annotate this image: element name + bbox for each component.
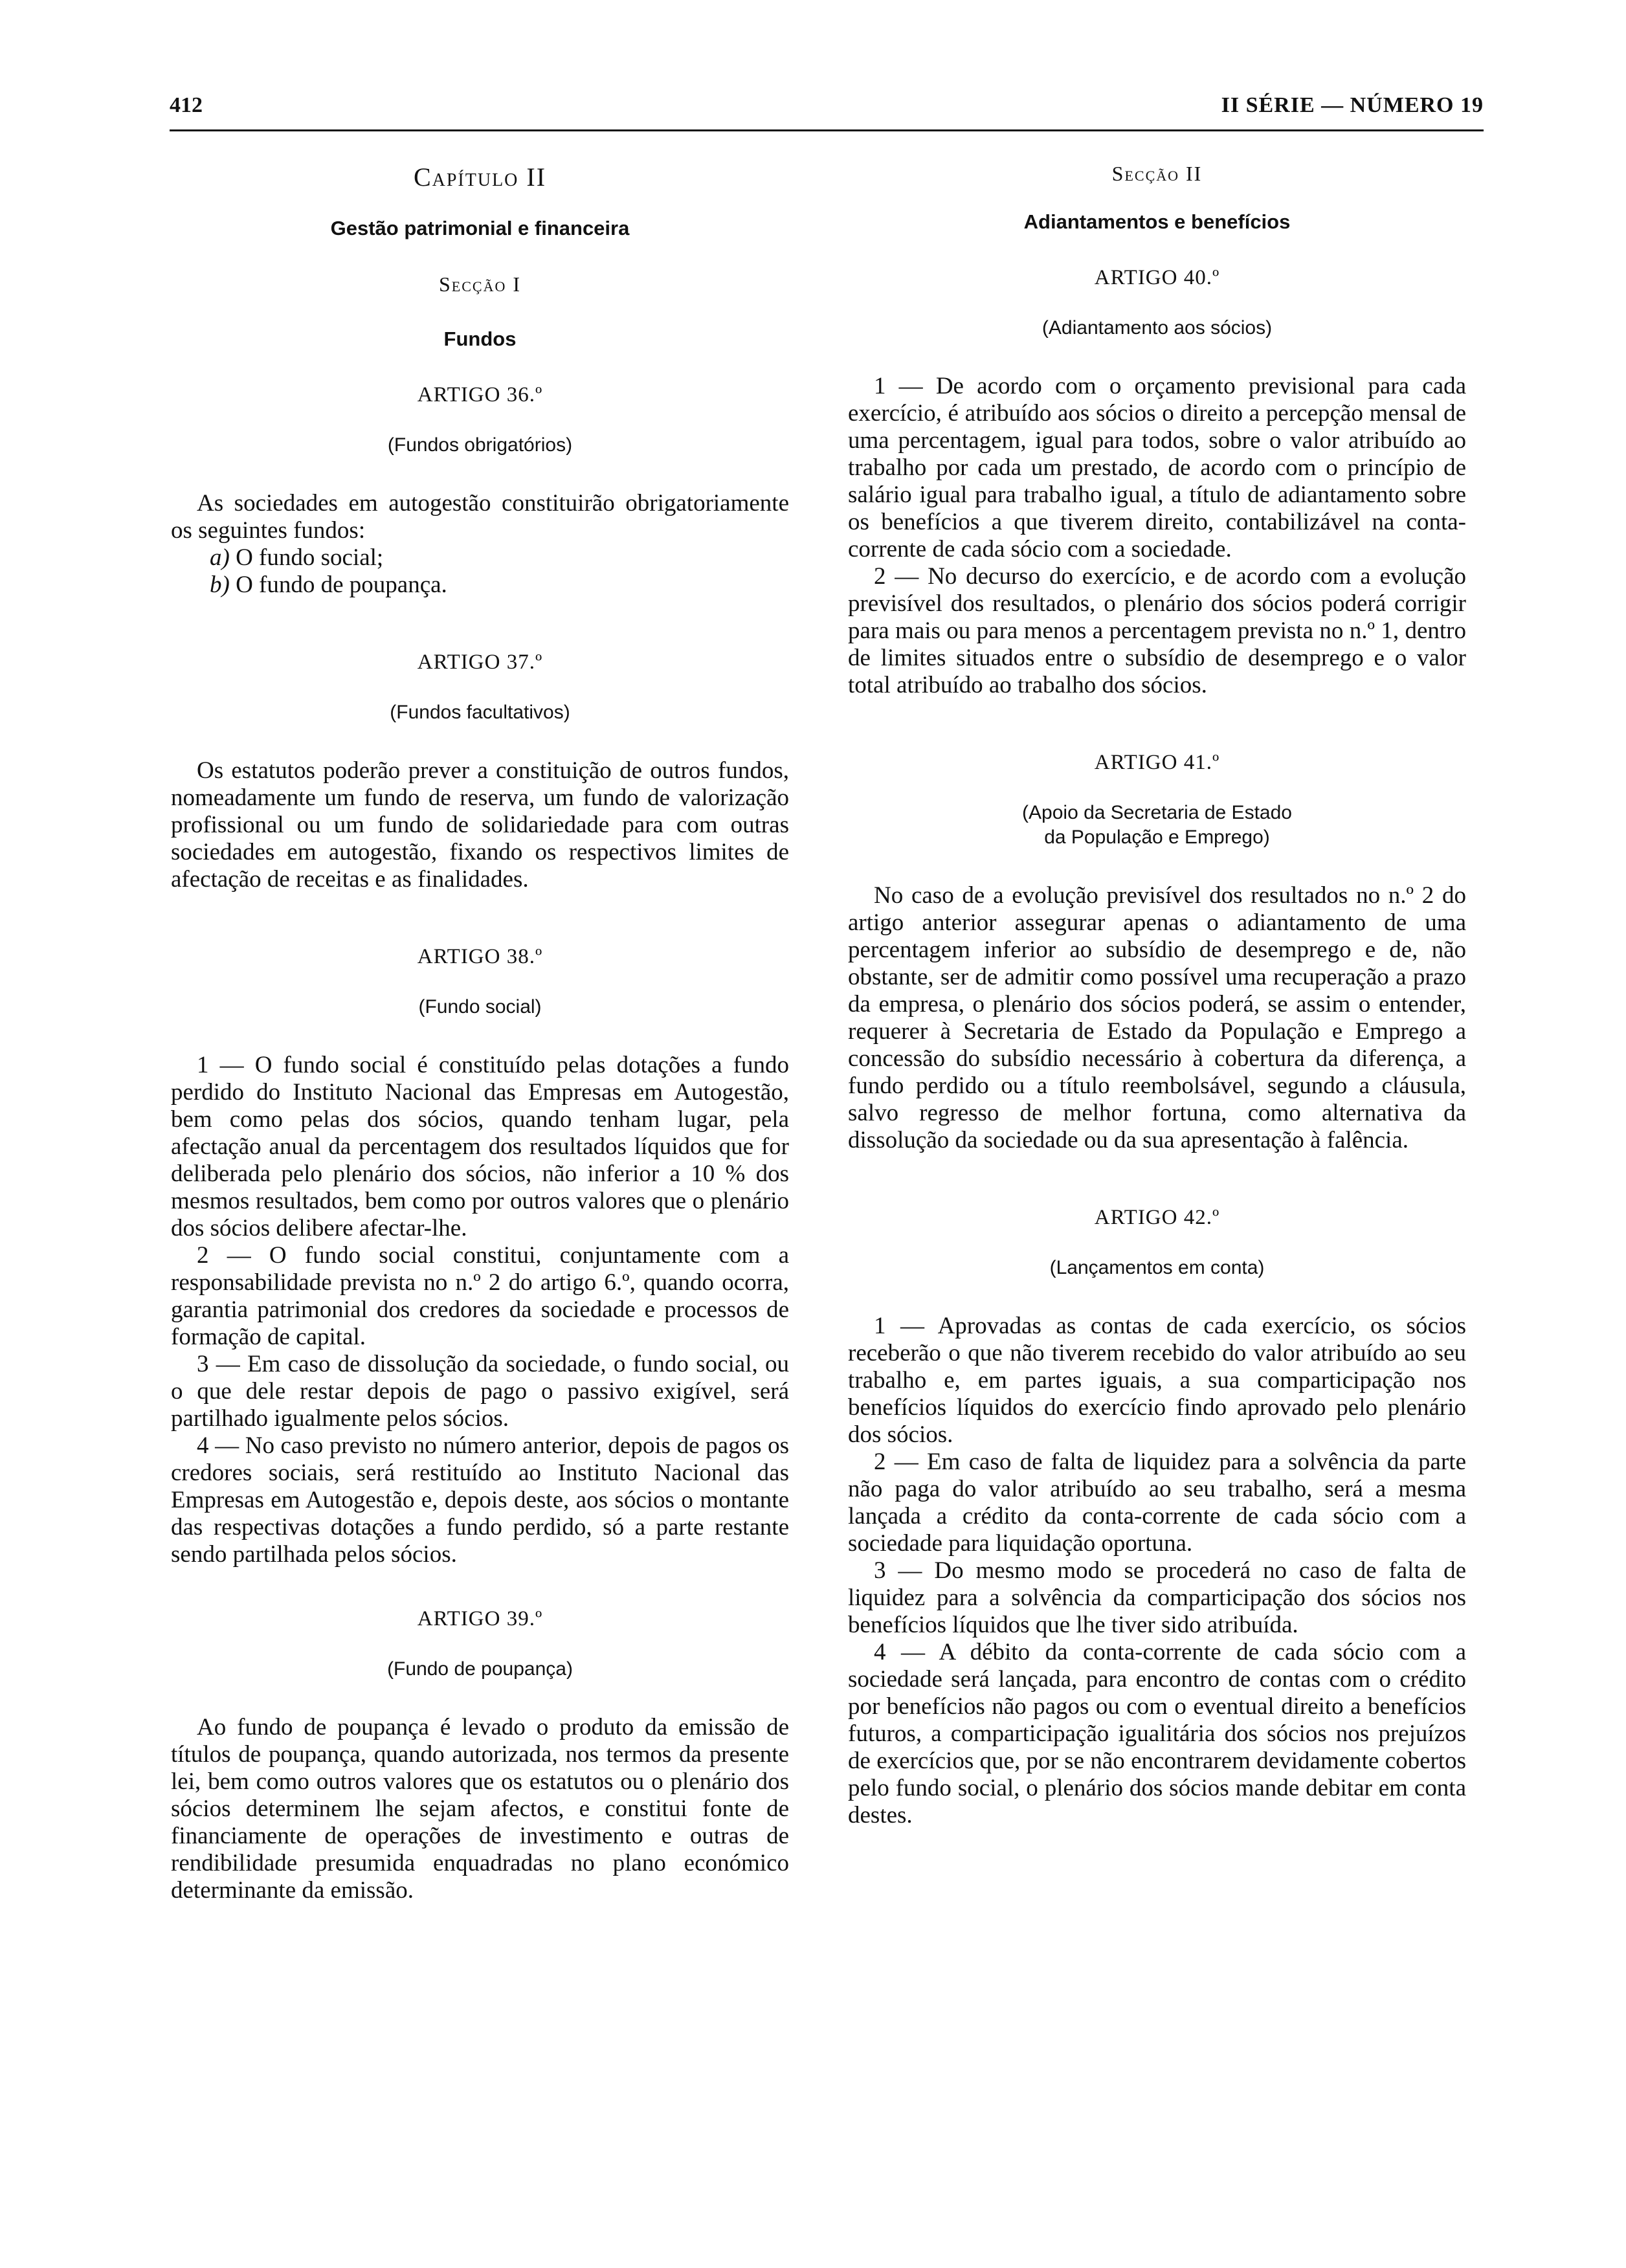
- caption-line: (Apoio da Secretaria de Estado: [1022, 802, 1292, 823]
- article-caption: (Fundo social): [418, 996, 542, 1017]
- article-paragraph: 1 — De acordo com o orçamento previsional para cada exercício, é atribuído aos sócios o direito a percepção mensal de uma percentagem, igual para todos, sobre o valor atribuído ao trabalho por cada um prestado, de acordo com o princípio de salário igual para trabalho igual, a título de adiantamento sobre os benefícios a que tiverem direito, contabilizável na conta-corrente de cada sócio com a sociedade.: [848, 373, 1466, 562]
- article-heading: ARTIGO 40.º: [1094, 266, 1220, 289]
- article-40: [848, 266, 1466, 699]
- article-paragraph: 1 — Aprovadas as contas de cada exercício, os sócios receberão o que não tiverem recebido do valor atribuído ao seu trabalho e, em partes iguais, a sua comparticipação nos benefícios líquidos do exercício findo aprovado pelo plenário dos sócios.: [848, 1313, 1466, 1448]
- article-heading: ARTIGO 42.º: [1094, 1206, 1220, 1229]
- article-heading: ARTIGO 36.º: [417, 383, 543, 406]
- article-36: [171, 383, 789, 599]
- list-item: [171, 544, 789, 572]
- chapter-title: Gestão patrimonial e financeira: [330, 217, 630, 239]
- page-header: [170, 89, 1484, 131]
- article-39: [171, 1607, 789, 1904]
- article-paragraph: 1 — O fundo social é constituído pelas dotações a fundo perdido do Instituto Nacional das Empresas em Autogestão, bem como pelas dos sócios, quando tenham lugar, pela afectação anual da percentagem dos resultados líquidos que for deliberada pelo plenário dos sócios, não inferior a 10 % dos mesmos resultados, bem como por outros valores que o plenário dos sócios delibere afectar-lhe.: [171, 1052, 789, 1241]
- left-column: [171, 162, 789, 1904]
- article-paragraph: 3 — Do mesmo modo se procederá no caso de falta de liquidez para a solvência da comparticipação dos sócios nos benefícios líquidos que lhe tiver sido atribuída.: [848, 1557, 1466, 1638]
- chapter-heading: Capítulo II: [413, 162, 547, 192]
- article-caption: (Lançamentos em conta): [1049, 1257, 1265, 1278]
- section-heading: Secção II: [1111, 162, 1203, 185]
- page-number: 412: [170, 93, 203, 117]
- article-paragraph: 4 — A débito da conta-corrente de cada sócio com a sociedade será lançada, para encontro de contas com o crédito por benefícios não pagos ou com o eventual direito a benefícios futuros, a comparticipação igualitária dos sócios nos prejuízos de exercícios que, por se não encontrarem devidamente cobertos pelo fundo social, o plenário dos sócios mande debitar em conta destes.: [848, 1639, 1466, 1829]
- article-41: [848, 751, 1466, 1154]
- section-title: Adiantamentos e benefícios: [1023, 210, 1291, 233]
- right-column: [848, 162, 1466, 1829]
- list-item: [171, 572, 789, 599]
- list-letter: a): [210, 544, 230, 571]
- article-paragraph: 3 — Em caso de dissolução da sociedade, o fundo social, ou o que dele restar depois de pago o passivo exigível, será partilhado igualmente pelos sócios.: [171, 1351, 789, 1432]
- article-paragraph: 4 — No caso previsto no número anterior, depois de pagos os credores sociais, será restituído ao Instituto Nacional das Empresas em Autogestão e, depois deste, aos sócios o montante das respectivas dotações a fundo perdido, só a parte restante sendo partilhada pelos sócios.: [171, 1432, 789, 1568]
- article-paragraph: 2 — No decurso do exercício, e de acordo com a evolução previsível dos resultados, o plenário dos sócios poderá corrigir para mais ou para menos a percentagem prevista no n.º 1, dentro de limites situados entre o subsídio de desemprego e o valor total atribuído ao trabalho dos sócios.: [848, 563, 1466, 698]
- list-text: O fundo de poupança.: [236, 572, 447, 598]
- caption-line: da População e Emprego): [1044, 827, 1270, 848]
- article-paragraph: 2 — Em caso de falta de liquidez para a solvência da parte não paga do valor atribuído ao seu trabalho, será a mesma lançada a crédito da conta-corrente de cada sócio com a sociedade para liquidação oportuna.: [848, 1449, 1466, 1557]
- section-title: Fundos: [443, 328, 517, 350]
- article-caption: (Fundos facultativos): [390, 702, 570, 723]
- article-paragraph: As sociedades em autogestão constituirão obrigatoriamente os seguintes fundos:: [171, 490, 789, 544]
- article-37: [171, 650, 789, 893]
- article-paragraph: No caso de a evolução previsível dos resultados no n.º 2 do artigo anterior assegurar apenas o adiantamento de uma percentagem inferior ao subsídio de desemprego e de, não obstante, ser de admitir como possível uma recuperação a prazo da empresa, o plenário dos sócios poderá, se assim o entender, requerer à Secretaria de Estado da População e Emprego a concessão do subsídio necessário à cobertura da diferença, a fundo perdido ou a título reembolsável, segundo a cláusula, salvo regresso de melhor fortuna, como alternativa da dissolução da sociedade ou da sua apresentação à falência.: [848, 882, 1466, 1153]
- section-heading: Secção I: [438, 272, 521, 296]
- article-paragraph: Os estatutos poderão prever a constituição de outros fundos, nomeadamente um fundo de reserva, um fundo de valorização profissional ou um fundo de solidariedade para com outras sociedades em autogestão, fixando os respectivos limites de afectação de receitas e as finalidades.: [171, 757, 789, 893]
- article-paragraph: 2 — O fundo social constitui, conjuntamente com a responsabilidade prevista no n.º 2 do artigo 6.º, quando ocorra, garantia patrimonial dos credores da sociedade e processos de formação de capital.: [171, 1242, 789, 1350]
- article-heading: ARTIGO 41.º: [1094, 751, 1220, 774]
- article-caption: (Fundos obrigatórios): [387, 434, 573, 456]
- article-heading: ARTIGO 39.º: [417, 1607, 543, 1630]
- article-caption: (Fundo de poupança): [387, 1658, 573, 1680]
- series-number: II SÉRIE — NÚMERO 19: [1221, 93, 1484, 117]
- list-letter: b): [210, 572, 230, 598]
- list-text: O fundo social;: [236, 544, 384, 571]
- article-38: [171, 945, 789, 1568]
- article-caption: (Adiantamento aos sócios): [1041, 317, 1273, 339]
- article-heading: ARTIGO 38.º: [417, 945, 543, 968]
- article-42: [848, 1206, 1466, 1829]
- article-caption: [848, 801, 1466, 850]
- article-paragraph: Ao fundo de poupança é levado o produto da emissão de títulos de poupança, quando autorizada, nos termos da presente lei, bem como outros valores que os estatutos ou o plenário dos sócios determinem lhe sejam afectos, e constitui fonte de financiamente de operações de investimento e outras de rendibilidade presumida enquadradas no plano económico determinante da emissão.: [171, 1714, 789, 1904]
- article-heading: ARTIGO 37.º: [417, 650, 543, 674]
